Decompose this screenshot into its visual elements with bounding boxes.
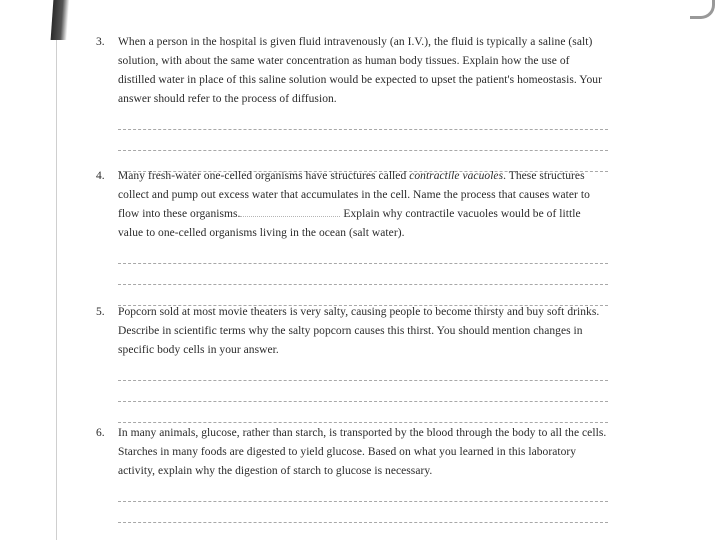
question-5	[96, 303, 608, 423]
key-term: contractile vacuoles	[409, 170, 504, 182]
answer-line[interactable]	[118, 481, 608, 502]
question-text-part: Many fresh-water one-celled organisms have structures called	[118, 170, 410, 182]
question-4	[96, 167, 608, 306]
binding-shadow	[51, 0, 70, 40]
question-6	[96, 424, 608, 523]
question-text: Popcorn sold at most movie theaters is very salty, causing people to become thirsty and buy soft drinks. Describe in scientific terms why the salty popcorn causes this thirst. You should mention changes in specific body cells in your answer.	[118, 306, 600, 356]
answer-line[interactable]	[118, 360, 608, 381]
question-text	[118, 167, 608, 243]
question-number: 3.	[96, 36, 105, 48]
question-3	[96, 33, 608, 172]
question-number: 5.	[96, 306, 105, 318]
question-text: When a person in the hospital is given fluid intravenously (an I.V.), the fluid is typically a saline (salt) solution, with about the same water concentration as human body tissues. Explain how the use of distilled water in place of this saline solution would be expected to upset the patient's homeostasis. Your answer should refer to the process of diffusion.	[118, 36, 602, 105]
corner-mark	[690, 0, 715, 19]
question-number: 4.	[96, 170, 105, 182]
answer-line[interactable]	[118, 381, 608, 402]
question-text-part: . These structures collect and pump out excess water that accumulates in the cell. Name the process that causes water to flow into these organisms.	[118, 170, 590, 220]
inline-answer-blank[interactable]	[240, 206, 340, 217]
answer-line[interactable]	[118, 264, 608, 285]
answer-line[interactable]	[118, 109, 608, 130]
binding-line	[56, 40, 57, 540]
answer-line[interactable]	[118, 402, 608, 423]
answer-line[interactable]	[118, 502, 608, 523]
question-number: 6.	[96, 427, 105, 439]
question-text: In many animals, glucose, rather than starch, is transported by the blood through the body to all the cells. Starches in many foods are digested to yield glucose. Based on what you learned in this laboratory activity, explain why the digestion of starch to glucose is necessary.	[118, 427, 607, 477]
answer-line[interactable]	[118, 130, 608, 151]
question-text-part: Explain why contractile vacuoles would be of little value to one-celled organisms living in the ocean (salt water).	[118, 208, 581, 239]
answer-line[interactable]	[118, 243, 608, 264]
